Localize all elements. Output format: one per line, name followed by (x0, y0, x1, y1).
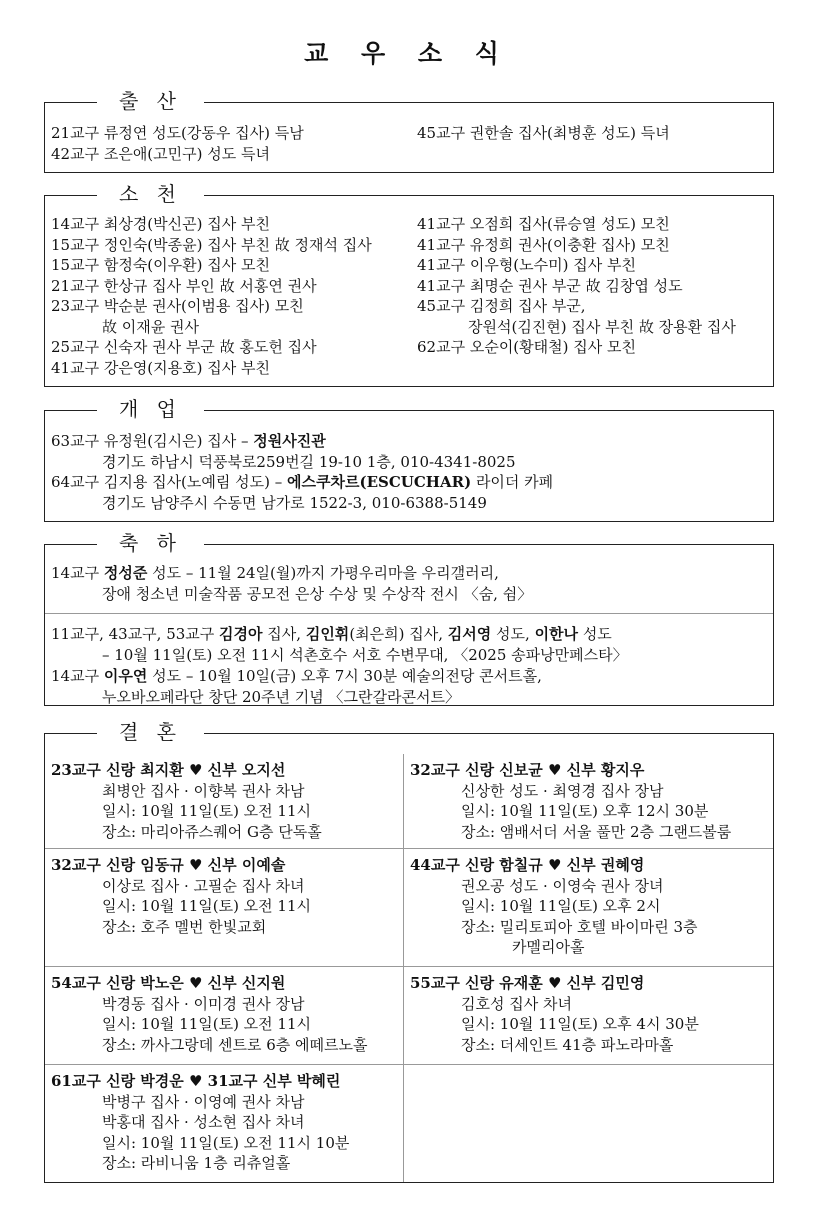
congrats-section (44, 531, 774, 706)
funeral-entry: 23교구 박순분 권사(이범용 집사) 모친 (51, 297, 304, 315)
wedding-card (45, 848, 404, 966)
opening-section (44, 397, 774, 522)
wedding-detail: 장소: 까사그랑데 센트로 6층 에떼르노홀 (102, 1035, 368, 1054)
page-title: 교 우 소 식 (304, 39, 511, 68)
wedding-card (404, 754, 773, 848)
wedding-section-label: 결 혼 (97, 719, 204, 745)
wedding-detail: 일시: 10월 11일(토) 오후 4시 30분 (461, 1015, 699, 1033)
funeral-entry-continued: 故 이재윤 권사 (102, 317, 199, 336)
funeral-entry: 21교구 한상규 집사 부인 故 서홍연 권사 (51, 276, 317, 295)
wedding-detail-continued: 카멜리아홀 (512, 938, 585, 956)
wedding-card (45, 966, 404, 1064)
wedding-detail: 박경동 집사 · 이미경 권사 장남 (102, 994, 305, 1013)
opening-entry: 63교구 유정원(김시은) 집사 – 정원사진관 (51, 432, 326, 450)
birth-section (44, 89, 774, 173)
wedding-detail: 장소: 더세인트 41층 파노라마홀 (461, 1035, 674, 1054)
wedding-detail: 박병구 집사 · 이영예 권사 차남 (102, 1092, 305, 1111)
wedding-card-empty (404, 1064, 773, 1182)
congrats-entry-continued: – 10월 11일(토) 오전 11시 석촌호수 서호 수변무대, 〈2025 송파낭만페스타〉 (102, 646, 628, 664)
opening-section-label: 개 업 (97, 396, 204, 422)
wedding-detail: 장소: 밀리토피아 호텔 바이마린 3층 (461, 917, 698, 936)
wedding-couple: 23교구 신랑 최지환 ♥ 신부 오지선 (51, 761, 286, 779)
funeral-entry: 62교구 오순이(황태철) 집사 모친 (417, 338, 636, 356)
wedding-card (404, 966, 773, 1064)
funeral-entry: 15교구 정인숙(박종윤) 집사 부친 故 정재석 집사 (51, 235, 372, 254)
funeral-entry: 45교구 김정희 집사 부군, (417, 297, 586, 315)
wedding-couple: 44교구 신랑 함칠규 ♥ 신부 권혜영 (410, 856, 645, 874)
wedding-detail: 장소: 호주 멜번 한빛교회 (102, 917, 267, 936)
congrats-entry: 14교구 이우연 성도 – 10월 10일(금) 오후 7시 30분 예술의전당 콘서트홀, (51, 667, 542, 685)
birth-entry: 42교구 조은애(고민구) 성도 득녀 (51, 144, 270, 163)
funeral-entry: 41교구 강은영(지용호) 집사 부친 (51, 358, 270, 377)
wedding-detail: 박홍대 집사 · 성소현 집사 차녀 (102, 1113, 305, 1131)
wedding-detail: 권오공 성도 · 이영숙 권사 장녀 (461, 876, 664, 895)
wedding-detail: 일시: 10월 11일(토) 오후 2시 (461, 897, 661, 915)
congrats-section-label: 축 하 (97, 530, 204, 556)
wedding-detail: 장소: 마리아쥬스퀘어 G층 단독홀 (102, 822, 322, 841)
wedding-detail: 김호성 집사 차녀 (461, 994, 572, 1013)
wedding-detail: 일시: 10월 11일(토) 오전 11시 (102, 802, 312, 820)
wedding-detail: 일시: 10월 11일(토) 오전 11시 (102, 1015, 312, 1033)
wedding-detail: 신상한 성도 · 최영경 집사 장남 (461, 781, 664, 800)
opening-address: 경기도 남양주시 수동면 남가로 1522-3, 010-6388-5149 (102, 493, 487, 512)
wedding-card (45, 1064, 404, 1182)
funeral-entry: 41교구 최명순 권사 부군 故 김창엽 성도 (417, 276, 683, 295)
wedding-couple: 55교구 신랑 유재훈 ♥ 신부 김민영 (410, 974, 645, 992)
birth-section-label: 출 산 (97, 88, 204, 114)
business-name: 정원사진관 (253, 432, 326, 450)
birth-entry: 45교구 권한솔 집사(최병훈 성도) 득녀 (417, 124, 670, 142)
opening-entry: 64교구 김지용 집사(노예림 성도) – 에스쿠차르(ESCUCHAR) 라이더 카페 (51, 473, 554, 491)
congrats-entry-continued: 누오바오페라단 창단 20주년 기념 〈그란갈라콘서트〉 (102, 688, 460, 706)
funeral-section-label: 소 천 (97, 181, 204, 207)
funeral-entry: 15교구 함정숙(이우환) 집사 모친 (51, 256, 270, 274)
wedding-card (404, 848, 773, 966)
wedding-section (44, 720, 774, 1183)
funeral-section (44, 182, 774, 387)
congrats-box (45, 613, 773, 716)
wedding-detail: 일시: 10월 11일(토) 오후 12시 30분 (461, 802, 709, 820)
funeral-entry: 25교구 신숙자 권사 부군 故 홍도헌 집사 (51, 338, 317, 356)
birth-entry: 21교구 류정연 성도(강동우 집사) 득남 (51, 124, 304, 142)
congrats-entry: 14교구 정성준 성도 – 11월 24일(월)까지 가평우리마을 우리갤러리, (51, 564, 499, 582)
congrats-entry: 11교구, 43교구, 53교구 김경아 집사, 김인휘(최은희) 집사, 김서영 성도, 이한나 성도 (51, 625, 612, 643)
funeral-entry-continued: 장원석(김진현) 집사 부친 故 장용환 집사 (468, 317, 736, 336)
wedding-couple: 32교구 신랑 임동규 ♥ 신부 이예솔 (51, 856, 286, 874)
wedding-couple: 54교구 신랑 박노은 ♥ 신부 신지원 (51, 974, 286, 992)
wedding-couple: 61교구 신랑 박경운 ♥ 31교구 신부 박혜린 (51, 1072, 341, 1090)
funeral-entry: 41교구 이우형(노수미) 집사 부친 (417, 256, 636, 274)
wedding-detail: 이상로 집사 · 고필순 집사 차녀 (102, 876, 305, 895)
business-name: 에스쿠차르(ESCUCHAR) (287, 473, 472, 491)
opening-address: 경기도 하남시 덕풍북로259번길 19-10 1층, 010-4341-8025 (102, 452, 516, 471)
funeral-entry: 41교구 오점희 집사(류승열 성도) 모친 (417, 215, 670, 233)
wedding-couple: 32교구 신랑 신보균 ♥ 신부 황지우 (410, 761, 645, 779)
wedding-detail: 최병안 집사 · 이향복 권사 차남 (102, 781, 305, 800)
funeral-entry: 41교구 유정희 권사(이충환 집사) 모친 (417, 235, 670, 254)
wedding-card (45, 754, 404, 848)
wedding-detail: 장소: 앰배서더 서울 풀만 2층 그랜드볼룸 (461, 822, 732, 841)
congrats-entry-continued: 장애 청소년 미술작품 공모전 은상 수상 및 수상작 전시 〈숨, 쉼〉 (102, 585, 533, 603)
wedding-detail: 장소: 라비니움 1층 리츄얼홀 (102, 1154, 291, 1172)
funeral-entry: 14교구 최상경(박신곤) 집사 부친 (51, 215, 270, 233)
wedding-detail: 일시: 10월 11일(토) 오전 11시 (102, 897, 312, 915)
wedding-detail: 일시: 10월 11일(토) 오전 11시 10분 (102, 1133, 350, 1152)
